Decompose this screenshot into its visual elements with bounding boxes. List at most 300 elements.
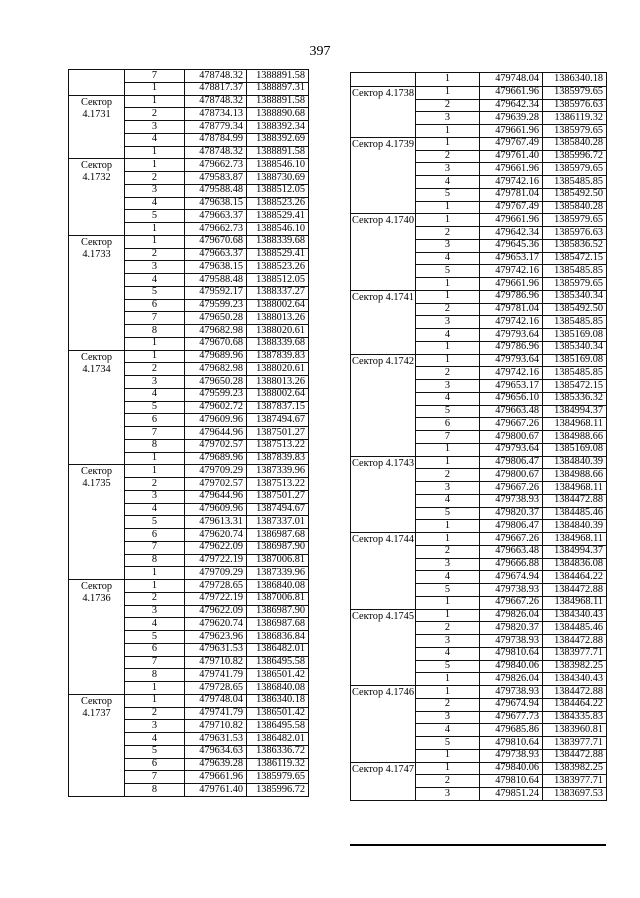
table-row: [351, 86, 607, 99]
coordinate-x: 479599.23: [185, 388, 247, 401]
coordinate-y: 1387006.81: [247, 592, 309, 605]
point-number: 4: [125, 274, 185, 287]
coordinate-x: 479613.31: [185, 516, 247, 529]
coordinate-y: 1384472.88: [543, 749, 607, 762]
coordinate-y: 1384988.66: [543, 431, 607, 444]
point-number: 1: [416, 341, 480, 354]
coordinate-y: 1388546.10: [247, 159, 309, 172]
coordinate-y: 1384340.43: [543, 673, 607, 686]
point-number: 4: [416, 176, 480, 189]
coordinate-x: 479722.19: [185, 592, 247, 605]
sector-label: Сектор 4.1733: [69, 235, 125, 350]
point-number: 1: [416, 354, 480, 367]
coordinate-x: 479670.68: [185, 235, 247, 248]
point-number: 8: [125, 784, 185, 797]
point-number: 8: [125, 325, 185, 338]
coordinate-x: 479685.86: [480, 724, 543, 737]
point-number: 4: [125, 133, 185, 146]
point-number: 3: [416, 239, 480, 252]
coordinate-y: 1386495.58: [247, 656, 309, 669]
point-number: 4: [416, 494, 480, 507]
point-number: 5: [416, 188, 480, 201]
coordinate-x: 479738.93: [480, 635, 543, 648]
table-row: [69, 465, 309, 478]
coordinate-x: 479661.96: [480, 86, 543, 99]
coordinate-y: 1384840.39: [543, 520, 607, 533]
point-number: 1: [416, 443, 480, 456]
point-number: 4: [416, 329, 480, 342]
coordinate-x: 479622.09: [185, 541, 247, 554]
coordinate-x: 479639.28: [185, 758, 247, 771]
point-number: 6: [125, 299, 185, 312]
coordinate-y: 1384335.83: [543, 711, 607, 724]
coordinate-y: 1386987.68: [247, 618, 309, 631]
coordinate-x: 479851.24: [480, 788, 543, 801]
point-number: 4: [125, 503, 185, 516]
point-number: 1: [416, 596, 480, 609]
table-row: [69, 159, 309, 172]
point-number: 3: [416, 112, 480, 125]
coordinate-y: 1383697.53: [543, 788, 607, 801]
coordinate-y: 1388523.26: [247, 197, 309, 210]
coordinate-y: 1384485.46: [543, 507, 607, 520]
coordinate-y: 1384472.88: [543, 494, 607, 507]
coordinate-x: 479674.94: [480, 571, 543, 584]
point-number: 2: [416, 698, 480, 711]
coordinate-x: 479656.10: [480, 392, 543, 405]
coordinate-x: 479661.96: [480, 125, 543, 138]
coordinate-x: 479709.29: [185, 567, 247, 580]
coordinate-x: 479748.04: [185, 694, 247, 707]
coordinate-y: 1384840.39: [543, 456, 607, 469]
point-number: 1: [416, 456, 480, 469]
coordinate-x: 479767.49: [480, 137, 543, 150]
point-number: 3: [416, 163, 480, 176]
sector-label: Сектор 4.1746: [351, 686, 416, 763]
coordinate-x: 479806.47: [480, 520, 543, 533]
coordinate-x: 479645.36: [480, 239, 543, 252]
coordinate-y: 1385840.28: [543, 137, 607, 150]
coordinate-y: 1386340.18: [543, 73, 607, 87]
coordinate-x: 479609.96: [185, 414, 247, 427]
point-number: 6: [125, 643, 185, 656]
sector-label: Сектор 4.1737: [69, 694, 125, 796]
point-number: 1: [125, 682, 185, 695]
coordinate-y: 1384340.43: [543, 609, 607, 622]
point-number: 3: [416, 316, 480, 329]
coordinate-y: 1388392.69: [247, 133, 309, 146]
coordinate-y: 1388020.61: [247, 325, 309, 338]
coordinate-x: 479623.96: [185, 631, 247, 644]
coordinate-y: 1386987.90: [247, 541, 309, 554]
point-number: 7: [125, 427, 185, 440]
coordinate-x: 479781.04: [480, 303, 543, 316]
coordinate-y: 1388897.31: [247, 82, 309, 95]
coordinate-y: 1385169.08: [543, 354, 607, 367]
coordinate-x: 479710.82: [185, 720, 247, 733]
table-row: [351, 686, 607, 699]
coordinate-y: 1388546.10: [247, 223, 309, 236]
point-number: 8: [125, 669, 185, 682]
point-number: 1: [416, 762, 480, 775]
point-number: 1: [416, 673, 480, 686]
coordinate-x: 479682.98: [185, 325, 247, 338]
coordinate-x: 479622.09: [185, 605, 247, 618]
coordinate-y: 1385485.85: [543, 176, 607, 189]
point-number: 1: [125, 223, 185, 236]
coordinate-y: 1383982.25: [543, 660, 607, 673]
coordinate-y: 1385996.72: [247, 784, 309, 797]
coordinate-x: 479793.64: [480, 443, 543, 456]
sector-label: [351, 73, 416, 87]
coordinate-x: 479826.04: [480, 673, 543, 686]
table-row: [351, 533, 607, 546]
coordinate-y: 1385979.65: [543, 86, 607, 99]
coordinate-x: 479738.93: [480, 584, 543, 597]
coordinate-x: 479738.93: [480, 686, 543, 699]
coordinate-x: 479662.73: [185, 223, 247, 236]
point-number: 5: [416, 405, 480, 418]
table-bottom-line: [350, 844, 606, 846]
coordinate-y: 1384968.11: [543, 596, 607, 609]
coordinate-y: 1388013.26: [247, 376, 309, 389]
point-number: 5: [125, 631, 185, 644]
point-number: 3: [416, 482, 480, 495]
coordinate-x: 479741.79: [185, 669, 247, 682]
coordinate-y: 1387839.83: [247, 350, 309, 363]
point-number: 1: [125, 567, 185, 580]
point-number: 3: [416, 635, 480, 648]
coordinate-x: 479661.96: [185, 771, 247, 784]
point-number: 1: [416, 201, 480, 214]
point-number: 1: [125, 95, 185, 108]
point-number: 6: [416, 418, 480, 431]
point-number: 1: [125, 235, 185, 248]
coordinate-y: 1386340.18: [247, 694, 309, 707]
point-number: 2: [125, 707, 185, 720]
coordinate-x: 479767.49: [480, 201, 543, 214]
coordinate-y: 1386119.32: [543, 112, 607, 125]
point-number: 2: [125, 248, 185, 261]
coordinate-y: 1388339.68: [247, 235, 309, 248]
coordinate-x: 479800.67: [480, 431, 543, 444]
coordinate-y: 1384988.66: [543, 469, 607, 482]
coordinate-y: 1387839.83: [247, 452, 309, 465]
coordinate-x: 479806.47: [480, 456, 543, 469]
coordinate-y: 1388002.64: [247, 388, 309, 401]
coordinate-y: 1387006.81: [247, 554, 309, 567]
coordinate-y: 1385169.08: [543, 443, 607, 456]
sector-label: Сектор 4.1743: [351, 456, 416, 533]
coordinate-x: 479820.37: [480, 507, 543, 520]
coordinate-x: 479702.57: [185, 439, 247, 452]
sector-label: Сектор 4.1745: [351, 609, 416, 686]
point-number: 3: [125, 376, 185, 389]
point-number: 1: [125, 146, 185, 159]
table-row: [69, 95, 309, 108]
coordinates-table-left: [68, 69, 309, 797]
coordinate-x: 478817.37: [185, 82, 247, 95]
coordinate-y: 1387494.67: [247, 503, 309, 516]
point-number: 4: [416, 392, 480, 405]
coordinates-table-right: [350, 72, 607, 801]
point-number: 2: [125, 108, 185, 121]
coordinate-y: 1387494.67: [247, 414, 309, 427]
point-number: 1: [125, 580, 185, 593]
coordinate-x: 479602.72: [185, 401, 247, 414]
coordinate-x: 478784.99: [185, 133, 247, 146]
point-number: 3: [125, 720, 185, 733]
coordinate-x: 479661.96: [480, 163, 543, 176]
sector-label: [69, 70, 125, 96]
sector-label: Сектор 4.1744: [351, 533, 416, 610]
coordinate-y: 1386336.72: [247, 745, 309, 758]
coordinate-y: 1383960.81: [543, 724, 607, 737]
coordinate-x: 478748.32: [185, 95, 247, 108]
coordinate-x: 479742.16: [480, 316, 543, 329]
coordinate-x: 479638.15: [185, 197, 247, 210]
sector-label: Сектор 4.1731: [69, 95, 125, 159]
point-number: 2: [416, 99, 480, 112]
point-number: 7: [125, 70, 185, 83]
point-number: 4: [416, 571, 480, 584]
coordinate-x: 479588.48: [185, 184, 247, 197]
point-number: 5: [125, 210, 185, 223]
coordinate-x: 479689.96: [185, 452, 247, 465]
coordinate-x: 479609.96: [185, 503, 247, 516]
coordinate-x: 479662.73: [185, 159, 247, 172]
point-number: 4: [125, 388, 185, 401]
point-number: 1: [125, 350, 185, 363]
coordinate-y: 1385979.65: [543, 163, 607, 176]
table-row: [69, 580, 309, 593]
point-number: 4: [416, 647, 480, 660]
sector-label: Сектор 4.1732: [69, 159, 125, 236]
coordinate-x: 479599.23: [185, 299, 247, 312]
sector-label: Сектор 4.1736: [69, 580, 125, 695]
coordinate-y: 1383977.71: [543, 647, 607, 660]
point-number: 5: [416, 737, 480, 750]
coordinate-x: 479661.96: [480, 278, 543, 291]
coordinate-x: 479840.06: [480, 660, 543, 673]
coordinate-x: 479840.06: [480, 762, 543, 775]
coordinate-y: 1388730.69: [247, 172, 309, 185]
coordinate-y: 1388529.41: [247, 248, 309, 261]
point-number: 3: [416, 380, 480, 393]
point-number: 2: [416, 469, 480, 482]
point-number: 1: [416, 137, 480, 150]
coordinate-y: 1386119.32: [247, 758, 309, 771]
coordinate-x: 478734.13: [185, 108, 247, 121]
sector-label: Сектор 4.1735: [69, 465, 125, 580]
point-number: 5: [416, 507, 480, 520]
sector-label: Сектор 4.1734: [69, 350, 125, 465]
coordinate-x: 479742.16: [480, 367, 543, 380]
point-number: 5: [416, 265, 480, 278]
coordinate-y: 1388891.58: [247, 146, 309, 159]
coordinate-x: 479663.37: [185, 210, 247, 223]
coordinate-x: 479738.93: [480, 749, 543, 762]
coordinate-y: 1384464.22: [543, 698, 607, 711]
point-number: 8: [125, 439, 185, 452]
coordinate-y: 1385485.85: [543, 316, 607, 329]
coordinate-x: 479620.74: [185, 618, 247, 631]
coordinate-x: 479748.04: [480, 73, 543, 87]
coordinate-x: 479663.48: [480, 405, 543, 418]
point-number: 1: [416, 749, 480, 762]
coordinate-y: 1387513.22: [247, 439, 309, 452]
coordinate-x: 479677.73: [480, 711, 543, 724]
sector-label: Сектор 4.1739: [351, 137, 416, 214]
point-number: 7: [125, 541, 185, 554]
coordinate-x: 479810.64: [480, 737, 543, 750]
coordinate-x: 479634.63: [185, 745, 247, 758]
point-number: 7: [416, 431, 480, 444]
coordinate-x: 479588.48: [185, 274, 247, 287]
point-number: 6: [125, 529, 185, 542]
point-number: 7: [125, 656, 185, 669]
coordinate-y: 1388392.34: [247, 121, 309, 134]
coordinate-y: 1384485.46: [543, 622, 607, 635]
coordinate-x: 479742.16: [480, 265, 543, 278]
coordinate-y: 1388891.58: [247, 95, 309, 108]
point-number: 4: [416, 252, 480, 265]
coordinate-x: 479786.96: [480, 341, 543, 354]
coordinate-y: 1384836.08: [543, 558, 607, 571]
point-number: 1: [416, 686, 480, 699]
coordinate-x: 479653.17: [480, 252, 543, 265]
coordinate-y: 1385169.08: [543, 329, 607, 342]
coordinate-x: 479644.96: [185, 427, 247, 440]
coordinate-x: 479722.19: [185, 554, 247, 567]
coordinate-x: 479667.26: [480, 596, 543, 609]
coordinate-x: 479786.96: [480, 290, 543, 303]
coordinate-y: 1388002.64: [247, 299, 309, 312]
point-number: 1: [416, 73, 480, 87]
point-number: 3: [125, 605, 185, 618]
coordinate-y: 1384968.11: [543, 533, 607, 546]
point-number: 1: [416, 290, 480, 303]
table-row: [351, 137, 607, 150]
point-number: 3: [125, 121, 185, 134]
coordinate-y: 1385340.34: [543, 290, 607, 303]
coordinate-y: 1386987.68: [247, 529, 309, 542]
table-row: [69, 235, 309, 248]
point-number: 1: [125, 465, 185, 478]
point-number: 1: [416, 533, 480, 546]
point-number: 3: [125, 261, 185, 274]
coordinate-x: 479592.17: [185, 286, 247, 299]
coordinate-x: 479642.34: [480, 227, 543, 240]
point-number: 5: [416, 584, 480, 597]
sector-label: Сектор 4.1742: [351, 354, 416, 456]
page-number: 397: [309, 44, 331, 59]
point-number: 2: [125, 363, 185, 376]
coordinate-x: 479663.48: [480, 545, 543, 558]
coordinate-x: 479583.87: [185, 172, 247, 185]
point-number: 6: [125, 414, 185, 427]
coordinate-x: 478779.34: [185, 121, 247, 134]
coordinate-y: 1388337.27: [247, 286, 309, 299]
coordinate-x: 479702.57: [185, 478, 247, 491]
coordinate-x: 479810.64: [480, 775, 543, 788]
coordinate-x: 479728.65: [185, 580, 247, 593]
table-row: [351, 290, 607, 303]
sector-label: Сектор 4.1740: [351, 214, 416, 291]
coordinate-y: 1385472.15: [543, 252, 607, 265]
coordinate-x: 479663.37: [185, 248, 247, 261]
coordinate-x: 479667.26: [480, 418, 543, 431]
coordinate-y: 1387339.96: [247, 567, 309, 580]
coordinate-x: 479793.64: [480, 354, 543, 367]
table-row: [69, 694, 309, 707]
point-number: 1: [125, 337, 185, 350]
point-number: 5: [125, 516, 185, 529]
point-number: 2: [416, 367, 480, 380]
table-row: [351, 214, 607, 227]
coordinate-y: 1388013.26: [247, 312, 309, 325]
point-number: 3: [125, 490, 185, 503]
coordinate-y: 1383977.71: [543, 737, 607, 750]
coordinate-x: 479642.34: [480, 99, 543, 112]
coordinate-x: 478748.32: [185, 70, 247, 83]
coordinate-y: 1387501.27: [247, 490, 309, 503]
coordinate-x: 479650.28: [185, 312, 247, 325]
coordinate-y: 1386501.42: [247, 707, 309, 720]
coordinate-x: 479728.65: [185, 682, 247, 695]
point-number: 2: [416, 775, 480, 788]
point-number: 2: [416, 227, 480, 240]
coordinate-y: 1388512.05: [247, 184, 309, 197]
coordinate-y: 1386495.58: [247, 720, 309, 733]
coordinate-y: 1385979.65: [543, 214, 607, 227]
coordinate-y: 1388339.68: [247, 337, 309, 350]
point-number: 6: [125, 758, 185, 771]
coordinate-x: 479761.40: [185, 784, 247, 797]
coordinate-x: 479666.88: [480, 558, 543, 571]
coordinate-y: 1387337.01: [247, 516, 309, 529]
coordinate-x: 479667.26: [480, 482, 543, 495]
coordinate-y: 1385492.50: [543, 188, 607, 201]
point-number: 3: [416, 558, 480, 571]
point-number: 3: [125, 184, 185, 197]
point-number: 7: [125, 312, 185, 325]
point-number: 1: [125, 694, 185, 707]
point-number: 5: [125, 401, 185, 414]
table-row: [69, 70, 309, 83]
coordinate-y: 1385472.15: [543, 380, 607, 393]
coordinate-y: 1384472.88: [543, 635, 607, 648]
table-row: [69, 350, 309, 363]
point-number: 2: [416, 545, 480, 558]
table-row: [351, 456, 607, 469]
coordinate-y: 1385492.50: [543, 303, 607, 316]
sector-label: Сектор 4.1741: [351, 290, 416, 354]
point-number: 3: [416, 788, 480, 801]
coordinate-y: 1385979.65: [247, 771, 309, 784]
point-number: 2: [125, 592, 185, 605]
coordinate-y: 1384994.37: [543, 545, 607, 558]
point-number: 2: [125, 172, 185, 185]
coordinate-x: 479793.64: [480, 329, 543, 342]
coordinate-y: 1385979.65: [543, 278, 607, 291]
coordinate-y: 1388523.26: [247, 261, 309, 274]
point-number: 3: [416, 711, 480, 724]
coordinate-y: 1387513.22: [247, 478, 309, 491]
point-number: 1: [125, 159, 185, 172]
coordinate-y: 1385840.28: [543, 201, 607, 214]
point-number: 2: [416, 303, 480, 316]
